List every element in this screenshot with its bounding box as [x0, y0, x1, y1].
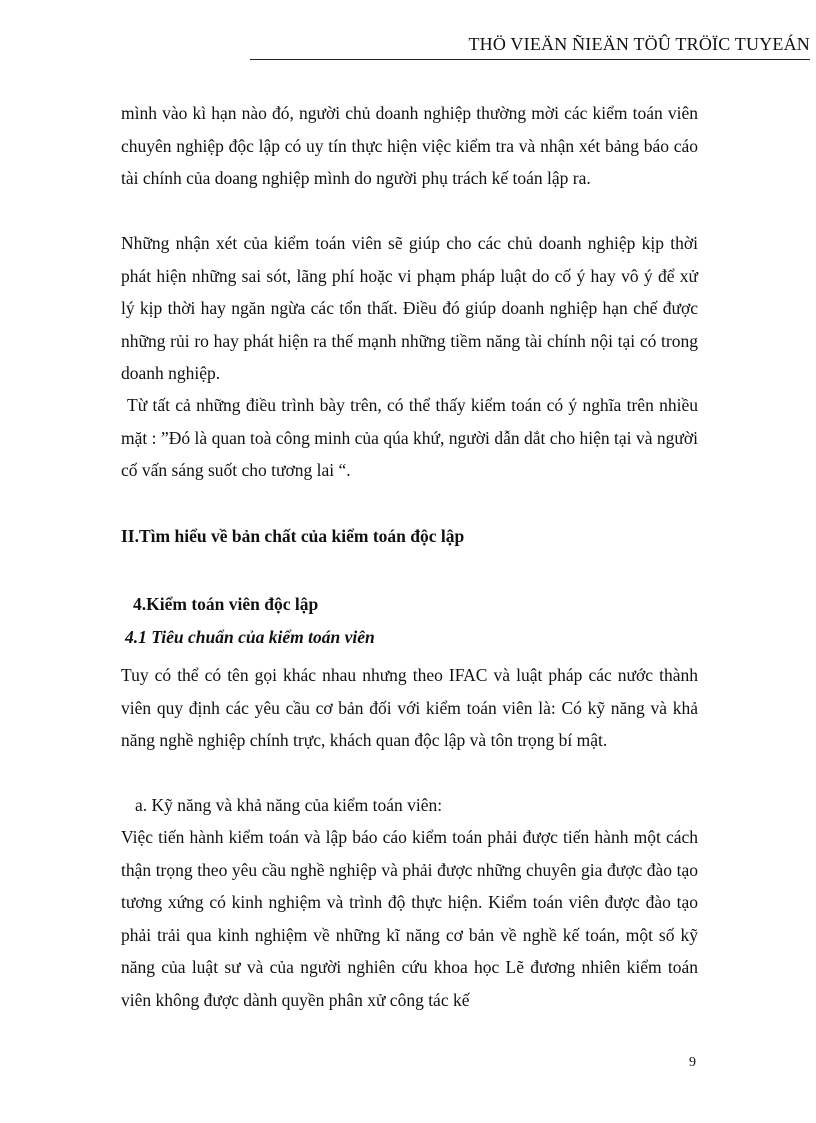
section-heading-4: 4.Kiểm toán viên độc lập [133, 594, 319, 614]
subsection-heading-4-1: 4.1 Tiêu chuẩn của kiểm toán viên [125, 627, 375, 647]
paragraph-auditor-standards: Tuy có thể có tên gọi khác nhau nhưng theo IFAC và luật pháp các nước thành viên quy định các yêu cầu cơ bản đối với kiểm toán viên là: Có kỹ năng và khả năng nghề nghiệp chính trực, khách quan độc lập và tôn trọng bí mật. [121, 665, 698, 750]
paragraph-audit-significance: Từ tất cả những điều trình bày trên, có thể thấy kiểm toán có ý nghĩa trên nhiều mặt : ”Đó là quan toà công minh của qúa khứ, người dẫn dắt cho hiện tại và người cố vấn sáng suốt cho tương lai “. [121, 395, 698, 480]
running-header: THÖ VIEÄN ÑIEÄN TÖÛ TRÖÏC TUYEÁN [250, 34, 810, 60]
paragraph-auditor-remarks: Những nhận xét của kiểm toán viên sẽ giúp cho các chủ doanh nghiệp kịp thời phát hiện những sai sót, lãng phí hoặc vi phạm pháp luật do cố ý hay vô ý để xử lý kịp thời hay ngăn ngừa các tổn thất. Điều đó giúp doanh nghiệp hạn chế được những rủi ro hay phát hiện ra thế mạnh những tiềm năng tài chính nội tại có trong doanh nghiệp. [121, 233, 698, 383]
list-item-heading-a: a. Kỹ năng và khả năng của kiểm toán viên: [135, 795, 443, 815]
paragraph-skills-description: Việc tiến hành kiểm toán và lập báo cáo kiểm toán phải được tiến hành một cách thận trọng theo yêu cầu nghề nghiệp và phải được những chuyên gia được đào tạo tương xứng có kinh nghiệm và trình độ thực hiện. Kiểm toán viên được đào tạo phải trải qua kinh nghiệm về những kĩ năng cơ bản về nghề kế toán, một số kỹ năng của luật sư và của người nghiên cứu khoa học Lẽ đương nhiên kiểm toán viên không được dành quyền phân xử công tác kế [121, 827, 698, 1010]
paragraph-continuation: mình vào kì hạn nào đó, người chủ doanh nghiệp thường mời các kiểm toán viên chuyên nghiệp độc lập có uy tín thực hiện việc kiểm tra và nhận xét bảng báo cáo tài chính của doang nghiệp mình do người phụ trách kế toán lập ra. [121, 103, 698, 188]
page-number: 9 [689, 1055, 696, 1070]
section-heading-ii: II.Tìm hiểu về bản chất của kiểm toán độc lập [121, 526, 465, 546]
